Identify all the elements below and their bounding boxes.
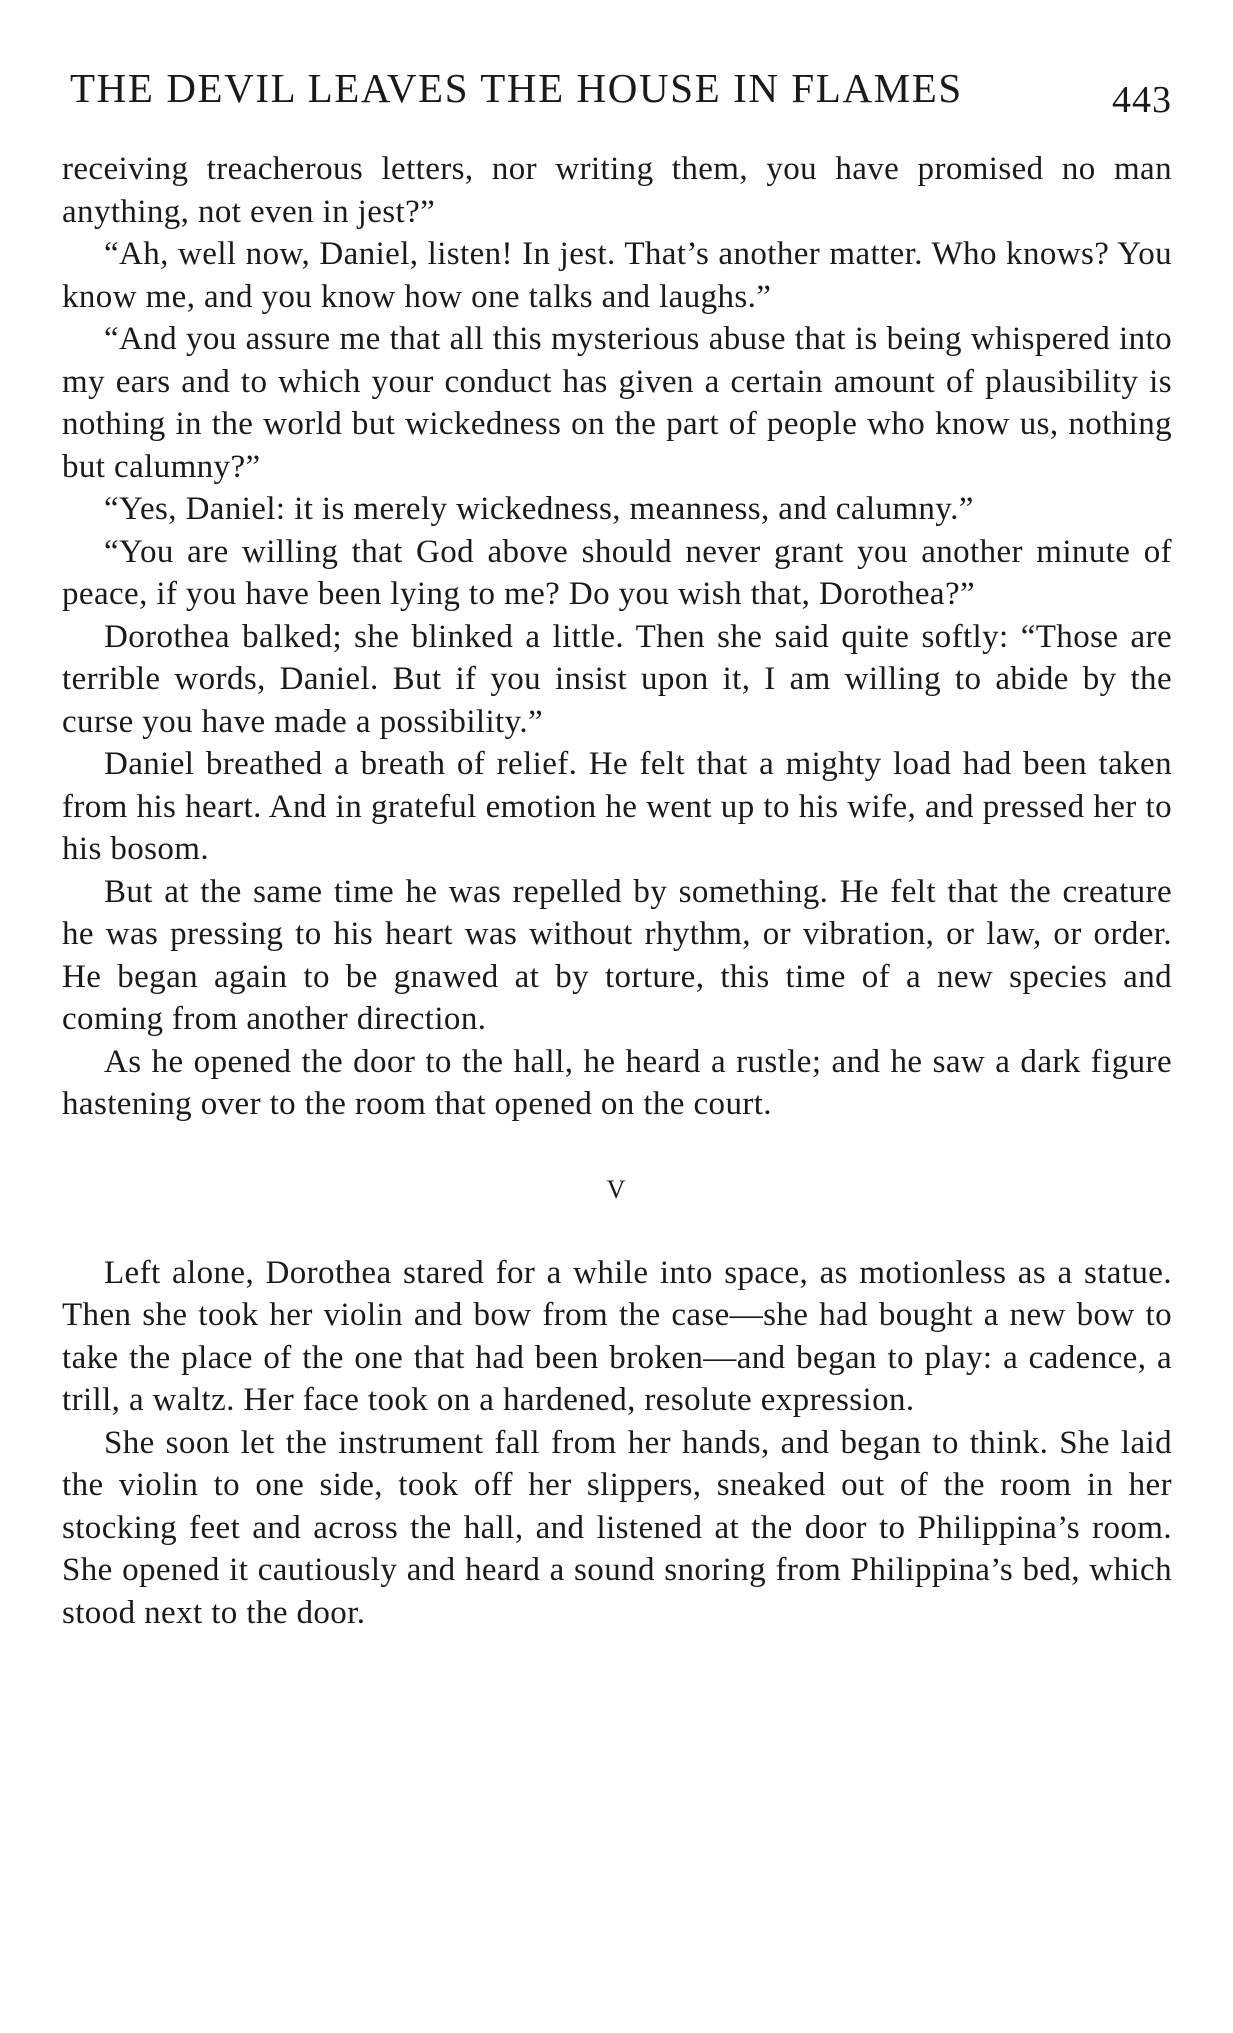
paragraph: “You are willing that God above should never grant you another minute of peace, if you have been lying to me? Do you wish that, Dorothea?” bbox=[62, 533, 1172, 612]
paragraph: As he opened the door to the hall, he heard a rustle; and he saw a dark figure hastening over to the room that opened on the court. bbox=[62, 1043, 1172, 1122]
paragraph: “And you assure me that all this mysterious abuse that is being whispered into my ears and to which your conduct has given a certain amount of plausibility is nothing in the world but wickedness on the part of people who know us, nothing but calumny?” bbox=[62, 321, 1172, 485]
paragraph: Daniel breathed a breath of relief. He felt that a mighty load had been taken from his heart. And in grateful emotion he went up to his wife, and pressed her to his bosom. bbox=[62, 746, 1172, 867]
running-title: THE DEVIL LEAVES THE HOUSE IN FLAMES bbox=[70, 65, 963, 111]
paragraph: “Ah, well now, Daniel, listen! In jest. That’s another matter. Who knows? You know me, and you know how one talks and laughs.” bbox=[62, 236, 1172, 315]
page-header bbox=[62, 58, 1172, 128]
body-text bbox=[62, 148, 1172, 1634]
paragraph: “Yes, Daniel: it is merely wickedness, meanness, and calumny.” bbox=[104, 491, 974, 527]
paragraph: But at the same time he was repelled by something. He felt that the creature he was pressing to his heart was without rhythm, or vibration, or law, or order. He began again to be gnawed at by torture, this time of a new species and coming from another direction. bbox=[62, 873, 1172, 1037]
paragraph: Left alone, Dorothea stared for a while into space, as motionless as a statue. Then she took her violin and bow from the case—she had bought a new bow to take the place of the one that had been broken—and began to play: a cadence, a trill, a waltz. Her face took on a hardened, resolute expression. bbox=[62, 1254, 1172, 1418]
book-page bbox=[62, 58, 1172, 1634]
paragraph: She soon let the instrument fall from her hands, and began to think. She laid the violin to one side, took off her slippers, sneaked out of the room in her stocking feet and across the hall, and listened at the door to Philippina’s room. She opened it cautiously and heard a sound snoring from Philippina’s bed, which stood next to the door. bbox=[62, 1424, 1172, 1631]
paragraph: Dorothea balked; she blinked a little. Then she said quite softly: “Those are terrible words, Daniel. But if you insist upon it, I am willing to abide by the curse you have made a possibility.” bbox=[62, 618, 1172, 740]
section-numeral: V bbox=[606, 1174, 628, 1204]
page-number: 443 bbox=[1112, 79, 1172, 121]
paragraph: receiving treacherous letters, nor writing them, you have promised no man anything, not even in jest?” bbox=[62, 151, 1172, 230]
